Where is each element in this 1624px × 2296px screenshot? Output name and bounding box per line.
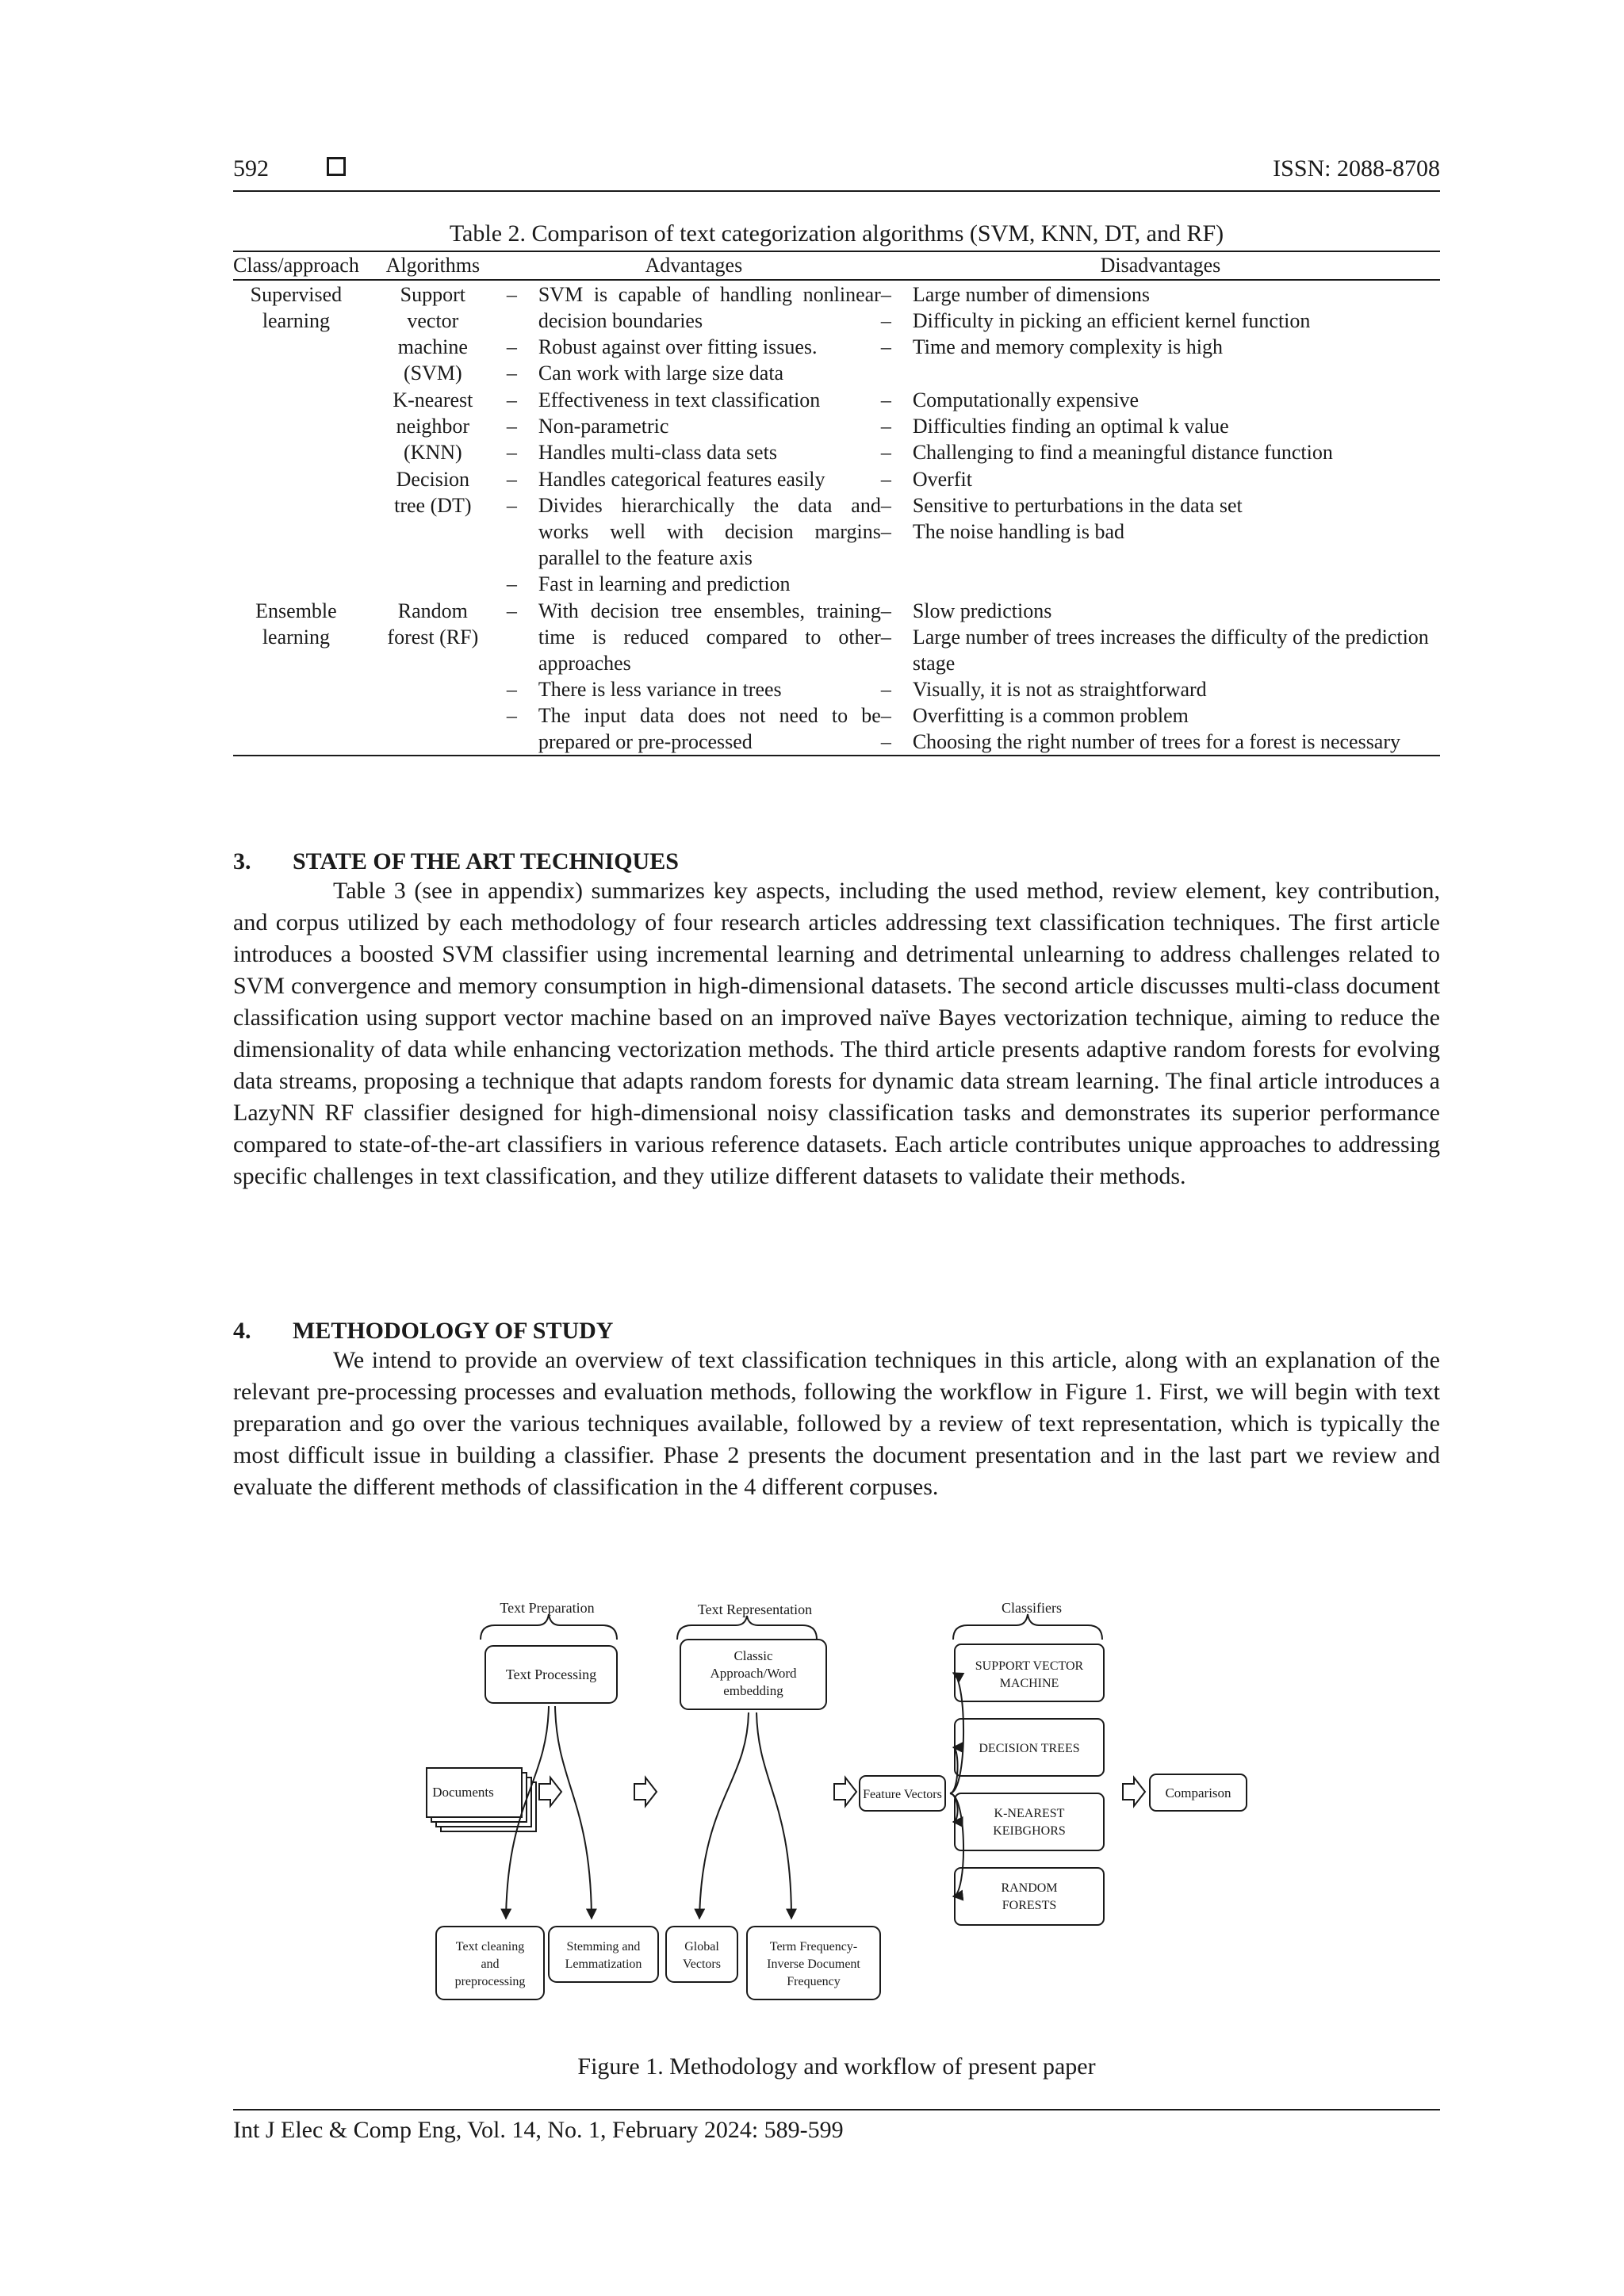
advantage-item: – Handles categorical features easily [507,466,881,492]
figure-caption: Figure 1. Methodology and workflow of present paper [577,2053,1096,2080]
section-title: METHODOLOGY OF STUDY [293,1318,614,1344]
algorithm-cell [359,597,507,756]
box-tfidf-line1: Term Frequency- [769,1940,858,1954]
disadvantages-list [881,281,1440,360]
algorithm-name-line: (KNN) [404,441,462,464]
class-approach-line: learning [262,626,331,649]
brace-text-preparation [481,1614,617,1640]
box-text-processing: Text Processing [505,1667,597,1682]
advantages-cell [507,386,881,465]
table-caption: Table 2. Comparison of text categorization algorithms (SVM, KNN, DT, and RF) [449,220,1224,247]
class-approach-line: learning [262,309,331,332]
workflow-figure [412,1594,1285,2038]
advantages-list [507,387,881,465]
header-rule [233,190,1440,192]
advantages-cell [507,597,881,756]
disadvantages-cell [881,280,1440,386]
section-heading [233,848,679,875]
disadvantage-item: – Challenging to find a meaningful distance function [881,439,1440,465]
arrow-connector [699,1712,749,1919]
advantage-item: – Handles multi-class data sets [507,439,881,465]
table-body [233,280,1440,756]
group-label-classifiers: Classifiers [1002,1600,1062,1616]
algorithm-name-line: forest (RF) [387,626,479,649]
box-classic-line3: embedding [723,1683,783,1698]
advantage-item: – The input data does not need to be prepared or pre-processed [507,702,881,755]
box-stemming-line2: Lemmatization [565,1957,642,1971]
advantage-item: – Divides hierarchically the data and works well with decision margins parallel to the feature axis [507,492,881,571]
advantages-cell [507,465,881,597]
box-tfidf-line2: Inverse Document [767,1957,860,1971]
disadvantages-list [881,387,1440,465]
column-header: Class/approach [233,251,359,280]
disadvantage-item: – Large number of dimensions [881,281,1440,308]
table-row [233,386,1440,465]
table-row [233,465,1440,597]
box-classic-line1: Classic [733,1648,773,1663]
advantages-list [507,466,881,597]
group-label-text-preparation: Text Preparation [500,1600,595,1616]
box-comparison: Comparison [1165,1785,1231,1800]
advantage-item: – Fast in learning and prediction [507,571,881,597]
advantage-item: – Effectiveness in text classification [507,387,881,413]
algorithm-name-line: Support [400,283,466,306]
box-global-line1: Global [684,1940,719,1954]
box-tfidf-line3: Frequency [787,1975,841,1988]
disadvantages-list [881,466,1440,545]
group-label-text-representation: Text Representation [697,1601,813,1617]
advantage-item: – SVM is capable of handling nonlinear decision boundaries [507,281,881,334]
algorithm-name-line: (SVM) [404,362,462,385]
disadvantage-item: – Sensitive to perturbations in the data set [881,492,1440,519]
disadvantage-item: – Difficulties finding an optimal k value [881,413,1440,439]
advantage-item: – Robust against over fitting issues. [507,334,881,360]
algorithm-name-line: K-nearest [393,388,473,411]
disadvantage-item: – Choosing the right number of trees for a forest is necessary [881,729,1440,755]
advantages-list [507,281,881,386]
issn: ISSN: 2088-8708 [1273,155,1440,182]
disadvantage-item: – Time and memory complexity is high [881,334,1440,360]
section-title: STATE OF THE ART TECHNIQUES [293,848,679,874]
footer-rule [233,2109,1440,2110]
advantage-item: – Non-parametric [507,413,881,439]
disadvantages-list [881,598,1440,755]
box-text-cleaning-line1: Text cleaning [455,1940,525,1954]
workflow-diagram [412,1594,1285,2038]
disadvantages-cell [881,386,1440,465]
box-svm-line2: MACHINE [999,1677,1059,1690]
block-arrow-icon [1123,1777,1145,1806]
section-number: 3. [233,848,251,874]
box-classic-line2: Approach/Word [710,1666,797,1681]
algorithm-name-line: Decision [396,468,470,491]
disadvantage-item: – Slow predictions [881,598,1440,624]
disadvantages-cell [881,465,1440,597]
block-arrow-icon [834,1777,856,1806]
algorithm-name-line: neighbor [396,415,470,438]
box-knn-line2: KEIBGHORS [993,1824,1066,1838]
algorithm-cell [359,280,507,386]
disadvantage-item: – Visually, it is not as straightforward [881,676,1440,702]
advantage-item: – There is less variance in trees [507,676,881,702]
arrow-connector [555,1706,592,1919]
column-header: Algorithms [359,251,507,280]
class-approach-cell [233,597,359,756]
box-knn-line1: K-NEAREST [994,1807,1065,1820]
advantage-item: – Can work with large size data [507,360,881,386]
algorithm-name-line: machine [397,335,468,358]
algorithm-name-line: vector [407,309,459,332]
column-header: Disadvantages [881,251,1440,280]
column-header: Advantages [507,251,881,280]
box-rf-line1: RANDOM [1001,1881,1058,1895]
algorithm-name-line: tree (DT) [394,494,472,517]
documents-label: Documents [432,1785,494,1800]
disadvantages-cell [881,597,1440,756]
block-arrow-icon [634,1777,657,1806]
disadvantage-item: – Overfitting is a common problem [881,702,1440,729]
box-decision-trees: DECISION TREES [979,1742,1080,1755]
page-footer: Int J Elec & Comp Eng, Vol. 14, No. 1, February 2024: 589-599 [233,2117,844,2143]
advantage-item: – With decision tree ensembles, training time is reduced compared to other approaches [507,598,881,676]
disadvantage-item: – Difficulty in picking an efficient kernel function [881,308,1440,334]
box-svm-line1: SUPPORT VECTOR [975,1659,1084,1673]
advantages-cell [507,280,881,386]
table-row [233,280,1440,386]
box-rf-line2: FORESTS [1002,1899,1057,1912]
section-body: Table 3 (see in appendix) summarizes key aspects, including the used method, review element, key contribution, and corpus utilized by each methodology of four research articles addressing text classification techniques. The first article introduces a boosted SVM classifier using incremental learning and detrimental unlearning to address challenges related to SVM convergence and memory consumption in high-dimensional datasets. The second article discusses multi-class document classification using support vector machine based on an improved naïve Bayes vectorization technique, aiming to reduce the dimensionality of data while enhancing vectorization methods. The third article presents adaptive random forests for evolving data streams, proposing a technique that adapts random forests for dynamic data stream learning. The final article introduces a LazyNN RF classifier designed for high-dimensional noisy classification tasks and demonstrates its superior performance compared to state-of-the-art classifiers in various reference datasets. Each article contributes unique approaches to addressing specific challenges in text classification, and they utilize different datasets to validate their methods. [233,878,1440,1189]
box-feature-vectors: Feature Vectors [863,1788,942,1801]
brace-classifiers [953,1614,1102,1640]
algorithm-cell [359,465,507,597]
section-heading [233,1318,613,1345]
class-approach-cell [233,280,359,597]
algorithm-name-line: Random [397,599,468,622]
brace-text-representation [677,1616,817,1640]
class-approach-line: Ensemble [255,599,337,622]
table-header-row [233,251,1440,280]
box-text-cleaning-line3: preprocessing [454,1975,526,1988]
disadvantage-item: – The noise handling is bad [881,519,1440,545]
page-header [233,155,1440,197]
arrow-connector [756,1712,791,1919]
table-row [233,597,1440,756]
checkbox-glyph-icon [327,157,346,176]
page-number: 592 [233,155,269,182]
section-body: We intend to provide an overview of text classification techniques in this article, along with an explanation of the relevant pre-processing processes and evaluation methods, following the workflow in Figure 1. First, we will begin with text preparation and go over the various techniques available, followed by a review of text representation, which is typically the most difficult issue in building a classifier. Phase 2 presents the document presentation and in the last part we review and evaluate the different methods of classification in the 4 different corpuses. [233,1347,1440,1500]
box-global-line2: Vectors [683,1957,721,1971]
comparison-table [233,251,1440,756]
algorithm-cell [359,386,507,465]
class-approach-line: Supervised [250,283,343,306]
disadvantage-item: – Large number of trees increases the difficulty of the prediction stage [881,624,1440,676]
disadvantage-item: – Overfit [881,466,1440,492]
block-arrow-icon [539,1777,561,1806]
disadvantage-item: – Computationally expensive [881,387,1440,413]
section-number: 4. [233,1318,251,1344]
advantages-list [507,598,881,755]
box-text-cleaning-line2: and [481,1957,500,1971]
box-stemming-line1: Stemming and [566,1940,641,1954]
